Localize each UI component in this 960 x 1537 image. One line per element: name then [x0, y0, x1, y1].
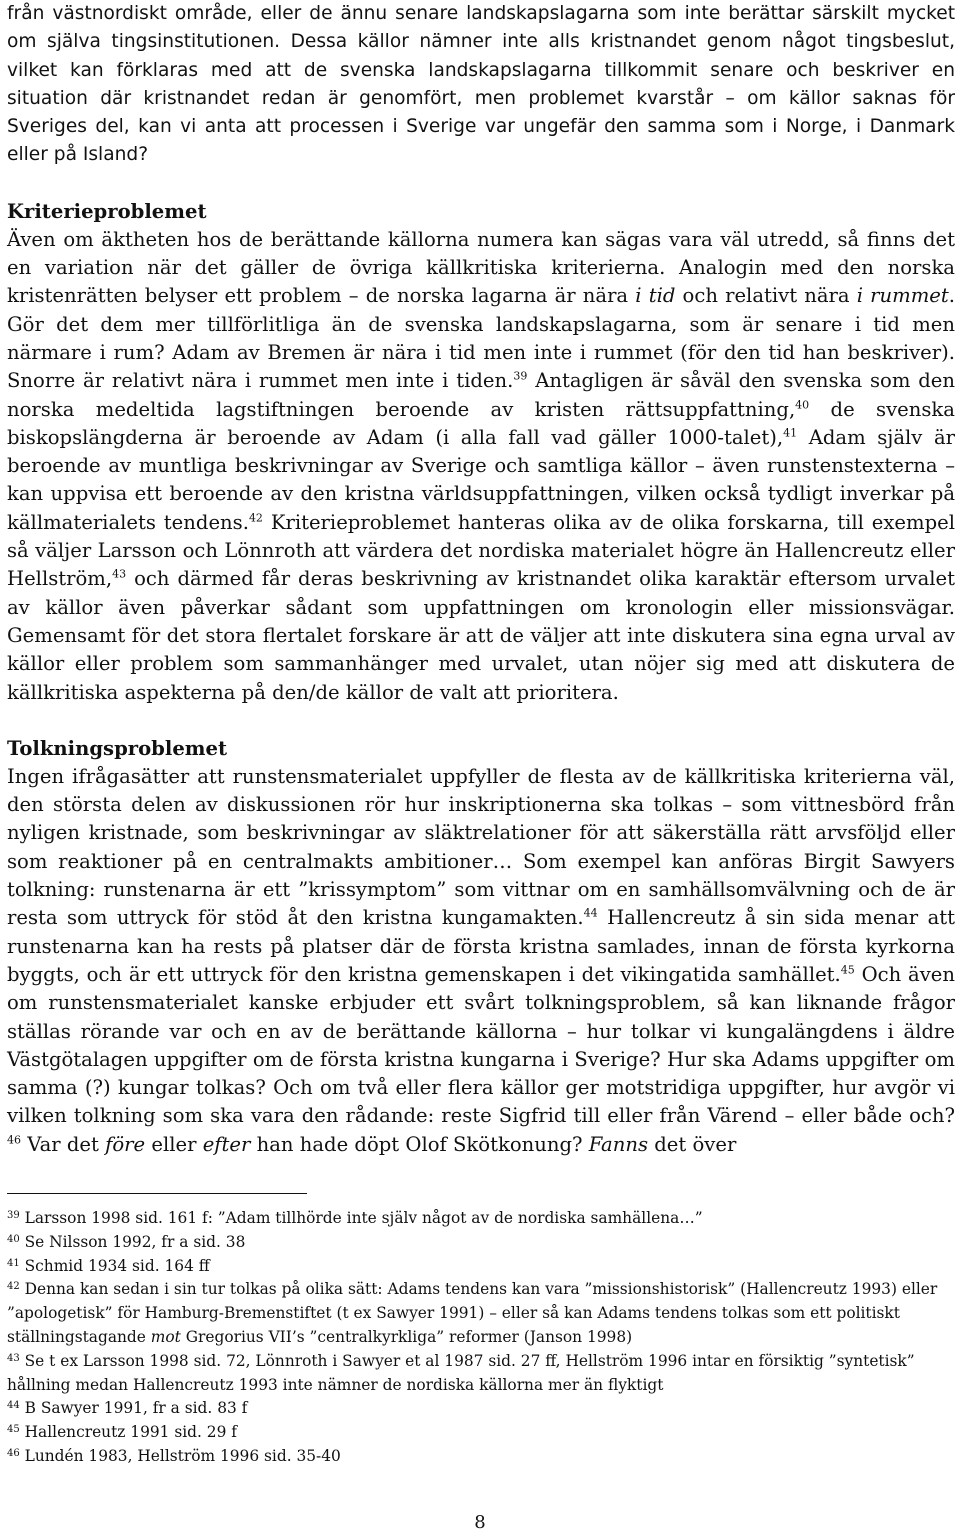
page-number: 8: [474, 1512, 486, 1533]
footnote-44: $^{44}$ B Sawyer 1991, fr a sid. 83 f: [7, 1399, 248, 1418]
intro-paragraph: [7, 0, 955, 170]
kriterieproblemet-paragraph: Även om äktheten hos de berättande källorna numera kan sägas vara väl utredd, så finns det en variation när det gäller de övriga källkritiska kriterierna. Analogin med den norska kristenrätten belyser ett problem – de norska lagarna är nära i tid och relativt nära i rummet. Gör det dem mer tillförlitliga än de svenska landskapslagarna, som är senare i tid men närmare i rum? Adam av Bremen är nära i tid men inte i rummet (för den tid han beskriver). Snorre är relativt nära i rummet men inte i tiden.$^{39}$ Antagligen är såväl den svenska som den norska medeltida lagstiftningen beroende av kristen rättsuppfattning,$^{40}$ de svenska biskopslängderna är beroende av Adam (i alla fall vad gäller 1000-talet),$^{41}$ Adam själv är beroende av muntliga beskrivningar av Sverige och samtliga källor – även runstenstexterna – kan uppvisa ett beroende av den kristna världsuppfattningen, vilken också tydligt inverkar på källmaterialets tendens.$^{42}$ Kriterieproblemet hanteras olika av de olika forskarna, till exempel så väljer Larsson och Lönnroth att värdera det nordiska materialet högre än Hallencreutz eller Hellström,$^{43}$ och därmed får deras beskrivning av kristnandet olika karaktär eftersom urvalet av källor även påverkar sådant som uppfattningen om kronologin eller missionsvägar. Gemensamt för det stora flertalet forskare är att de väljer att inte diskutera sina egna urval av källor eller problem som sammanhänger med urvalet, utan nöjer sig med att diskutera de källkritiska aspekterna på den/de källor de valt att prioritera.: [7, 227, 956, 704]
footnote-42: $^{42}$ Denna kan sedan i sin tur tolkas på olika sätt: Adams tendens kan vara ”missionshistorisk” (Hallencreutz 1993) eller ”apologetisk” för Hamburg-Bremenstiftet (t ex Sawyer 1991) – eller så kan Adams tendens tolkas som ett politiskt ställningstagande mot Gregorius VII’s ”centralkyrkliga” reformer (Janson 1998): [7, 1280, 938, 1346]
footnote-46: $^{46}$ Lundén 1983, Hellström 1996 sid. 35-40: [7, 1446, 341, 1465]
footnote-ref-43[interactable]: 43: [112, 567, 127, 581]
footnote-ref-41[interactable]: 41: [783, 426, 798, 440]
section-heading-kriterieproblemet: Kriterieproblemet: [7, 199, 207, 223]
footnote-ref-40[interactable]: 40: [795, 397, 810, 411]
footnote-ref-42[interactable]: 42: [248, 511, 263, 525]
footnote-ref-46[interactable]: 46: [7, 1133, 21, 1146]
section-heading-tolkningsproblemet: Tolkningsproblemet: [7, 736, 228, 760]
footnote-45: $^{45}$ Hallencreutz 1991 sid. 29 f: [7, 1423, 237, 1442]
footnote-41: $^{41}$ Schmid 1934 sid. 164 ff: [7, 1256, 210, 1275]
footnote-39: $^{39}$ Larsson 1998 sid. 161 f: ”Adam tillhörde inte själv något av de nordiska samhällena…”: [7, 1209, 703, 1227]
intro-text: från västnordiskt område, eller de ännu senare landskapslagarna som inte berättar särskilt mycket om själva tingsinstitutionen. Dessa källor nämner inte alls kristnandet genom något tingsbeslut, vilket kan förklaras med att de svenska landskapslagarna tillkommit senare och beskriver en situation där kristnandet redan är genomfört, men problemet kvarstår – om källor saknas för Sveriges del, kan vi anta att processen i Sverige var ungefär den samma som i Norge, i Danmark eller på Island?: [7, 3, 955, 166]
footnote-ref-44[interactable]: 44: [583, 906, 598, 920]
footnote-40: $^{40}$ Se Nilsson 1992, fr a sid. 38: [7, 1232, 246, 1251]
tolkningsproblemet-paragraph: Ingen ifrågasätter att runstensmaterialet uppfyller de flesta av de källkritiska kriterierna väl, den största delen av diskussionen rör hur inskriptionerna ska tolkas – som vittnesbörd från nyligen kristnade, som beskrivningar av släktrelationer för att säkerställa rätt arvsföljd eller som reaktioner på en centralmakts ambitioner… Som exempel kan anföras Birgit Sawyers tolkning: runstenarna är ett ”krissymptom” som vittnar om en samhällsomvälvning och de är resta som uttryck för stöd åt den kristna kungamakten.$^{44}$ Hallencreutz å sin sida menar att runstenarna kan ha rests på platser där de första kristna samlades, innan de första kyrkorna byggts, och är ett uttryck för den kristna gemenskapen i det vikingatida samhället.$^{45}$ Och även om runstensmaterialet kanske erbjuder ett svårt tolkningsproblem, så kan liknande frågor ställas rörande var och en av de berättande källorna – hur tolkar vi kungalängdens i äldre Västgötalagen uppgifter om de första kristna kungarna i Sverige? Hur ska Adams uppgifter om samma (?) kungar tolkas? Och om två eller flera källor ger motstridiga uppgifter, hur avgör vi vilken tolkning som ska vara den rådande: reste Sigfrid till eller från Värend – eller både och?$^{46}$ Var det före eller efter han hade döpt Olof Skötkonung? Fanns det över: [7, 764, 955, 1156]
footnotes: [7, 1207, 955, 1469]
footnote-43: $^{43}$ Se t ex Larsson 1998 sid. 72, Lönnroth i Sawyer et al 1987 sid. 27 ff, Hellström 1996 intar en försiktig ”syntetisk” hållning medan Hallencreutz 1993 inte nämner de nordiska källorna mer än flyktigt: [7, 1351, 915, 1394]
footnote-ref-45[interactable]: 45: [840, 963, 855, 977]
document-page: [7, 0, 955, 1159]
footnote-ref-39[interactable]: 39: [513, 369, 528, 383]
footnote-divider: [7, 1193, 307, 1194]
